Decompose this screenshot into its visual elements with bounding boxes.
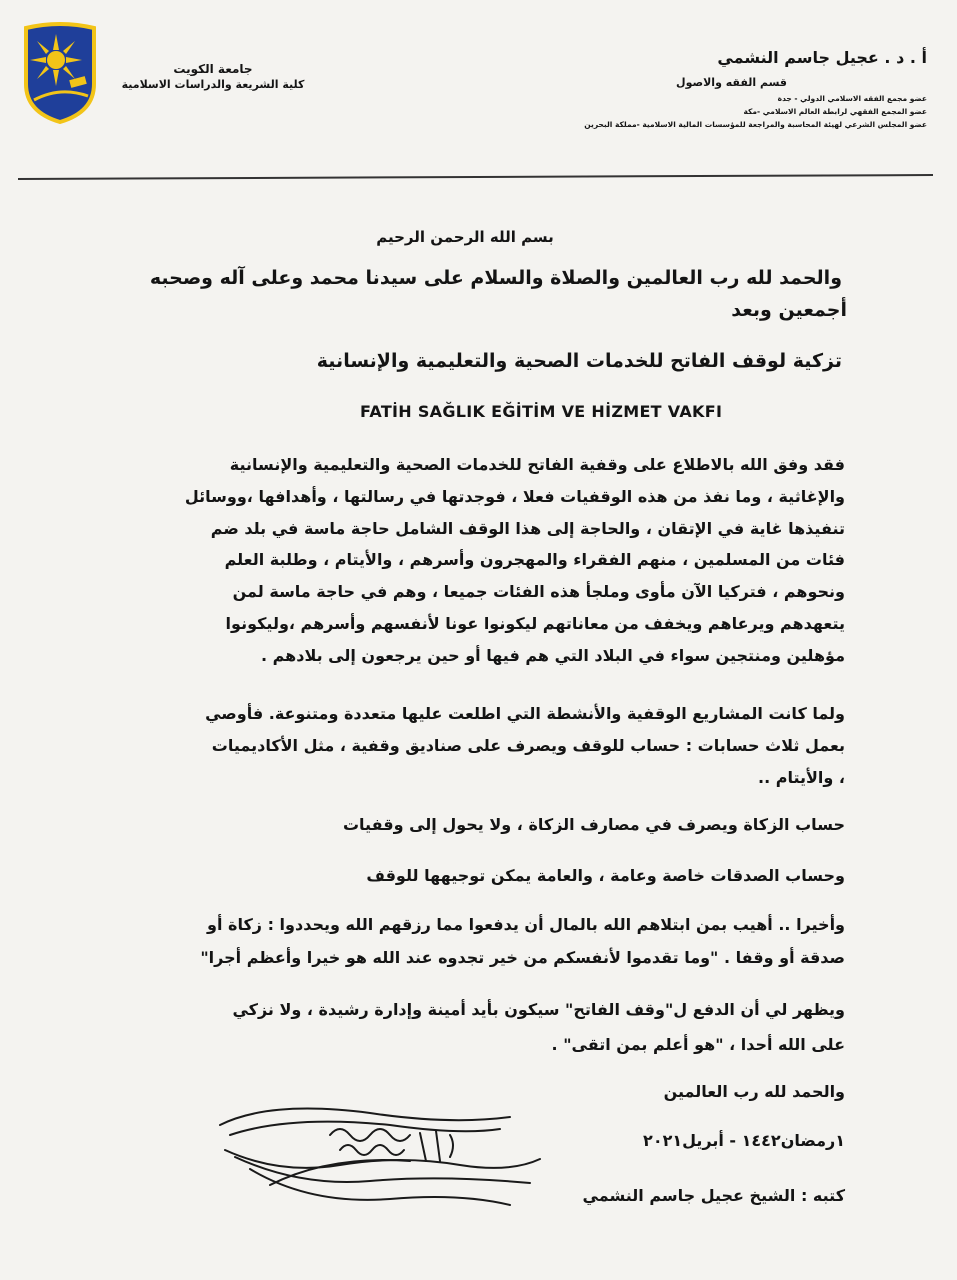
opening-praise-line1: والحمد لله رب العالمين والصلاة والسلام على سيدنا محمد وعلى آله وصحبه: [149, 267, 842, 289]
membership-3: عضو المجلس الشرعي لهيئة المحاسبة والمراجعة للمؤسسات المالية الاسلامية -مملكة البحرين: [584, 120, 927, 129]
paragraph-line: فئات من المسلمين ، منهم الفقراء والمهجرون وأسرهم ، والأيتام ، وطلبة العلم: [224, 550, 845, 570]
paragraph-line: والإغاثية ، وما نفذ من هذه الوقفيات فعلا ، فوجدتها في رسالتها ، وأهدافها ،ووسائل: [184, 486, 845, 506]
trust-line1: ويظهر لي أن الدفع ل"وقف الفاتح" سيكون بأيد أمينة وإدارة رشيدة ، ولا نزكي: [232, 1000, 845, 1019]
university-name: [108, 62, 318, 92]
appeal-line1: وأخيرا .. أهيب بمن ابتلاهم الله بالمال أن يدفعوا مما رزقهم الله ويحددوا : زكاة أو: [207, 915, 845, 934]
paragraph-line: مؤهلين ومنتجين سواء في البلاد التي هم فيها أو حين يرجعون إلى بلادهم .: [260, 645, 845, 665]
paragraph-line: ، والأيتام ..: [758, 767, 845, 787]
paragraph-line: بعمل ثلاث حسابات : حساب للوقف ويصرف على صناديق وقفية ، مثل الأكاديميات: [211, 735, 845, 755]
author-department: قسم الفقه والاصول: [676, 76, 787, 89]
appeal-line2: صدقة أو وقفا . "وما تقدموا لأنفسكم من خير تجدوه عند الله هو خيرا وأعظم أجرا": [200, 948, 845, 967]
university-line2: كلية الشريعة والدراسات الاسلامية: [121, 78, 305, 91]
recommendation-paragraph: [110, 698, 845, 793]
sadaqat-account-line: وحساب الصدقات خاصة وعامة ، والعامة يمكن توجيهها للوقف: [366, 866, 845, 885]
paragraph-line: ولما كانت المشاريع الوقفية والأنشطة التي اطلعت عليها متعددة ومتنوعة. فأوصي: [205, 704, 845, 723]
basmala: بسم الله الرحمن الرحيم: [376, 228, 554, 246]
university-logo: [20, 22, 100, 124]
membership-2: عضو المجمع الفقهي لرابطة العالم الاسلامي -مكة: [743, 107, 927, 116]
author-block: [457, 48, 927, 131]
author-name: أ . د . عجيل جاسم النشمي: [717, 48, 927, 67]
letter-date: ١رمضان١٤٤٢ - أبريل٢٠٢١: [643, 1131, 845, 1150]
paragraph-line: يتعهدهم ويرعاهم ويخفف من معاناتهم ليكونوا عونا لأنفسهم وأسرهم ،وليكونوا: [225, 613, 845, 633]
letter-title-turkish: FATİH SAĞLIK EĞİTİM VE HİZMET VAKFI: [360, 402, 723, 421]
opening-praise-line2: أجمعين وبعد: [731, 299, 847, 321]
header-divider: [18, 174, 933, 180]
paragraph-line: فقد وفق الله بالاطلاع على وقفية الفاتح للخدمات الصحية والتعليمية والإنسانية: [229, 455, 845, 474]
letter-title-arabic: تزكية لوقف الفاتح للخدمات الصحية والتعليمية والإنسانية: [316, 350, 842, 372]
university-line1: جامعة الكويت: [173, 62, 253, 76]
trust-line2: على الله أحدا ، "هو أعلم بمن اتقى" .: [551, 1035, 845, 1054]
handwritten-signature: [210, 1095, 550, 1215]
endorsement-paragraph: [110, 449, 845, 672]
membership-1: عضو مجمع الفقه الاسلامي الدولي - جدة: [777, 94, 927, 103]
signed-by: كتبه : الشيخ عجيل جاسم النشمي: [582, 1186, 845, 1205]
zakat-account-line: حساب الزكاة ويصرف في مصارف الزكاة ، ولا يحول إلى وقفيات: [342, 815, 845, 834]
closing-praise: والحمد لله رب العالمين: [663, 1082, 845, 1101]
paragraph-line: ونحوهم ، فتركيا الآن مأوى وملجأ هذه الفئات جميعا ، وهم في حاجة ماسة لمن: [232, 582, 845, 602]
paragraph-line: تنفيذها غاية في الإتقان ، والحاجة إلى هذا الوقف الشامل حاجة ماسة في بلد ضم: [210, 518, 845, 538]
